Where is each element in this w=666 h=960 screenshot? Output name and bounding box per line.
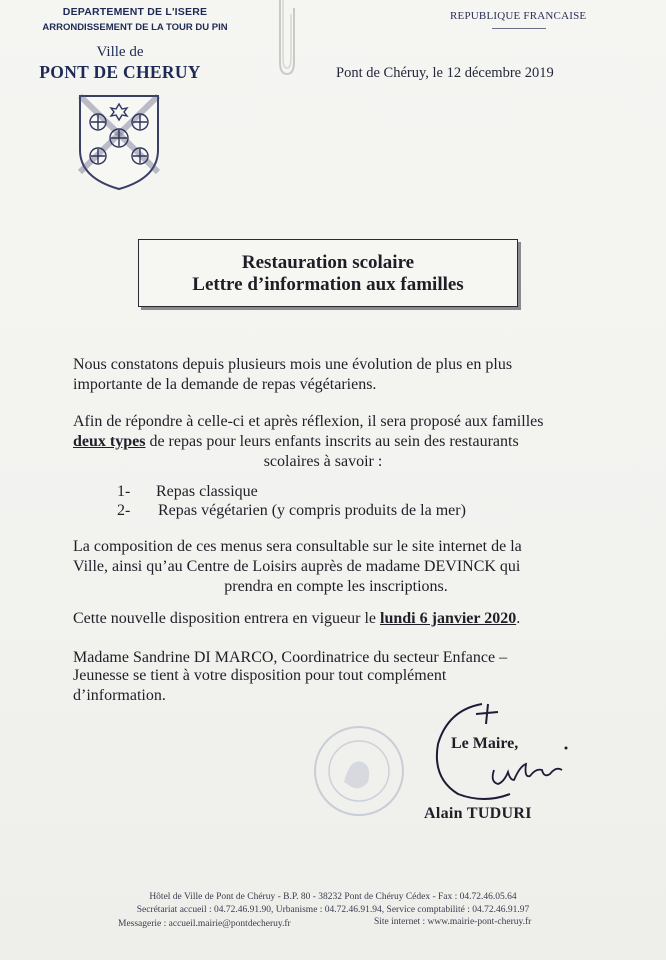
coat-of-arms-icon	[76, 92, 162, 192]
footer-address: Hôtel de Ville de Pont de Chéruy - B.P. 80 - 38232 Pont de Chéruy Cédex - Fax : 04.72.46.05.64	[149, 892, 517, 902]
paragraph-3-line-3-text: prendra en compte les inscriptions.	[224, 578, 448, 595]
paragraph-5-line-3: d’information.	[73, 687, 166, 704]
footer-phones: Secrétariat accueil : 04.72.46.91.90, Urbanisme : 04.72.46.91.94, Service comptabilité : 04.72.46.91.97	[136, 905, 530, 915]
paragraph-1-line-2: importante de la demande de repas végétariens.	[73, 376, 377, 393]
department-label: DEPARTEMENT DE L'ISERE	[62, 6, 208, 18]
list-item-2: Repas végétarien (y compris produits de la mer)	[158, 502, 466, 519]
paragraph-2-line-3-text: scolaires à savoir :	[263, 453, 383, 470]
paragraph-5-line-2: Jeunesse se tient à votre disposition pour tout complément	[73, 667, 447, 684]
start-date-emphasis: lundi 6 janvier 2020	[380, 610, 517, 627]
title-box	[138, 239, 518, 307]
paragraph-4-end: .	[516, 610, 521, 627]
footer-website: Site internet : www.mairie-pont-cheruy.fr	[374, 917, 532, 927]
paragraph-2-line-2	[73, 432, 599, 452]
paragraph-4-text: Cette nouvelle disposition entrera en vigueur le	[73, 610, 381, 627]
paragraph-2-line-3	[60, 452, 586, 472]
republique-underline	[492, 28, 546, 29]
paragraph-5-line-1: Madame Sandrine DI MARCO, Coordinatrice du secteur Enfance –	[73, 649, 508, 666]
list-number-2: 2-	[117, 502, 131, 519]
paragraph-4	[73, 609, 599, 629]
paragraph-3-line-1: La composition de ces menus sera consultable sur le site internet de la	[73, 538, 522, 555]
paragraph-1-line-1: Nous constatons depuis plusieurs mois une évolution de plus en plus	[73, 356, 513, 373]
title-line-1: Restauration scolaire	[241, 252, 415, 273]
footer-email: Messagerie : accueil.mairie@pontdecheruy.fr	[118, 919, 291, 929]
paragraph-2-line-2-rest: de repas pour leurs enfants inscrits au sein des restaurants	[145, 433, 519, 450]
ville-label: Ville de	[96, 44, 144, 60]
paragraph-3-line-3	[73, 577, 599, 597]
arrondissement-label: ARRONDISSEMENT DE LA TOUR DU PIN	[42, 22, 228, 33]
deux-types-emphasis: deux types	[73, 433, 146, 450]
list-number-1: 1-	[117, 483, 131, 500]
title-line-2: Lettre d’information aux familles	[192, 274, 464, 295]
mayor-signature-icon	[424, 700, 594, 810]
republique-label: REPUBLIQUE FRANCAISE	[450, 10, 587, 22]
letter-date: Pont de Chéruy, le 12 décembre 2019	[336, 65, 554, 81]
ville-name: PONT DE CHERUY	[39, 62, 201, 82]
signature-title: Le Maire,	[451, 735, 519, 752]
paragraph-2-line-1: Afin de répondre à celle-ci et après réflexion, il sera proposé aux familles	[73, 413, 544, 430]
list-item-1: Repas classique	[156, 483, 258, 500]
mairie-stamp-icon	[310, 722, 408, 820]
signatory-name: Alain TUDURI	[424, 805, 532, 822]
paper-clip-icon	[270, 0, 300, 80]
paragraph-3-line-2: Ville, ainsi qu’au Centre de Loisirs auprès de madame DEVINCK qui	[73, 558, 521, 575]
